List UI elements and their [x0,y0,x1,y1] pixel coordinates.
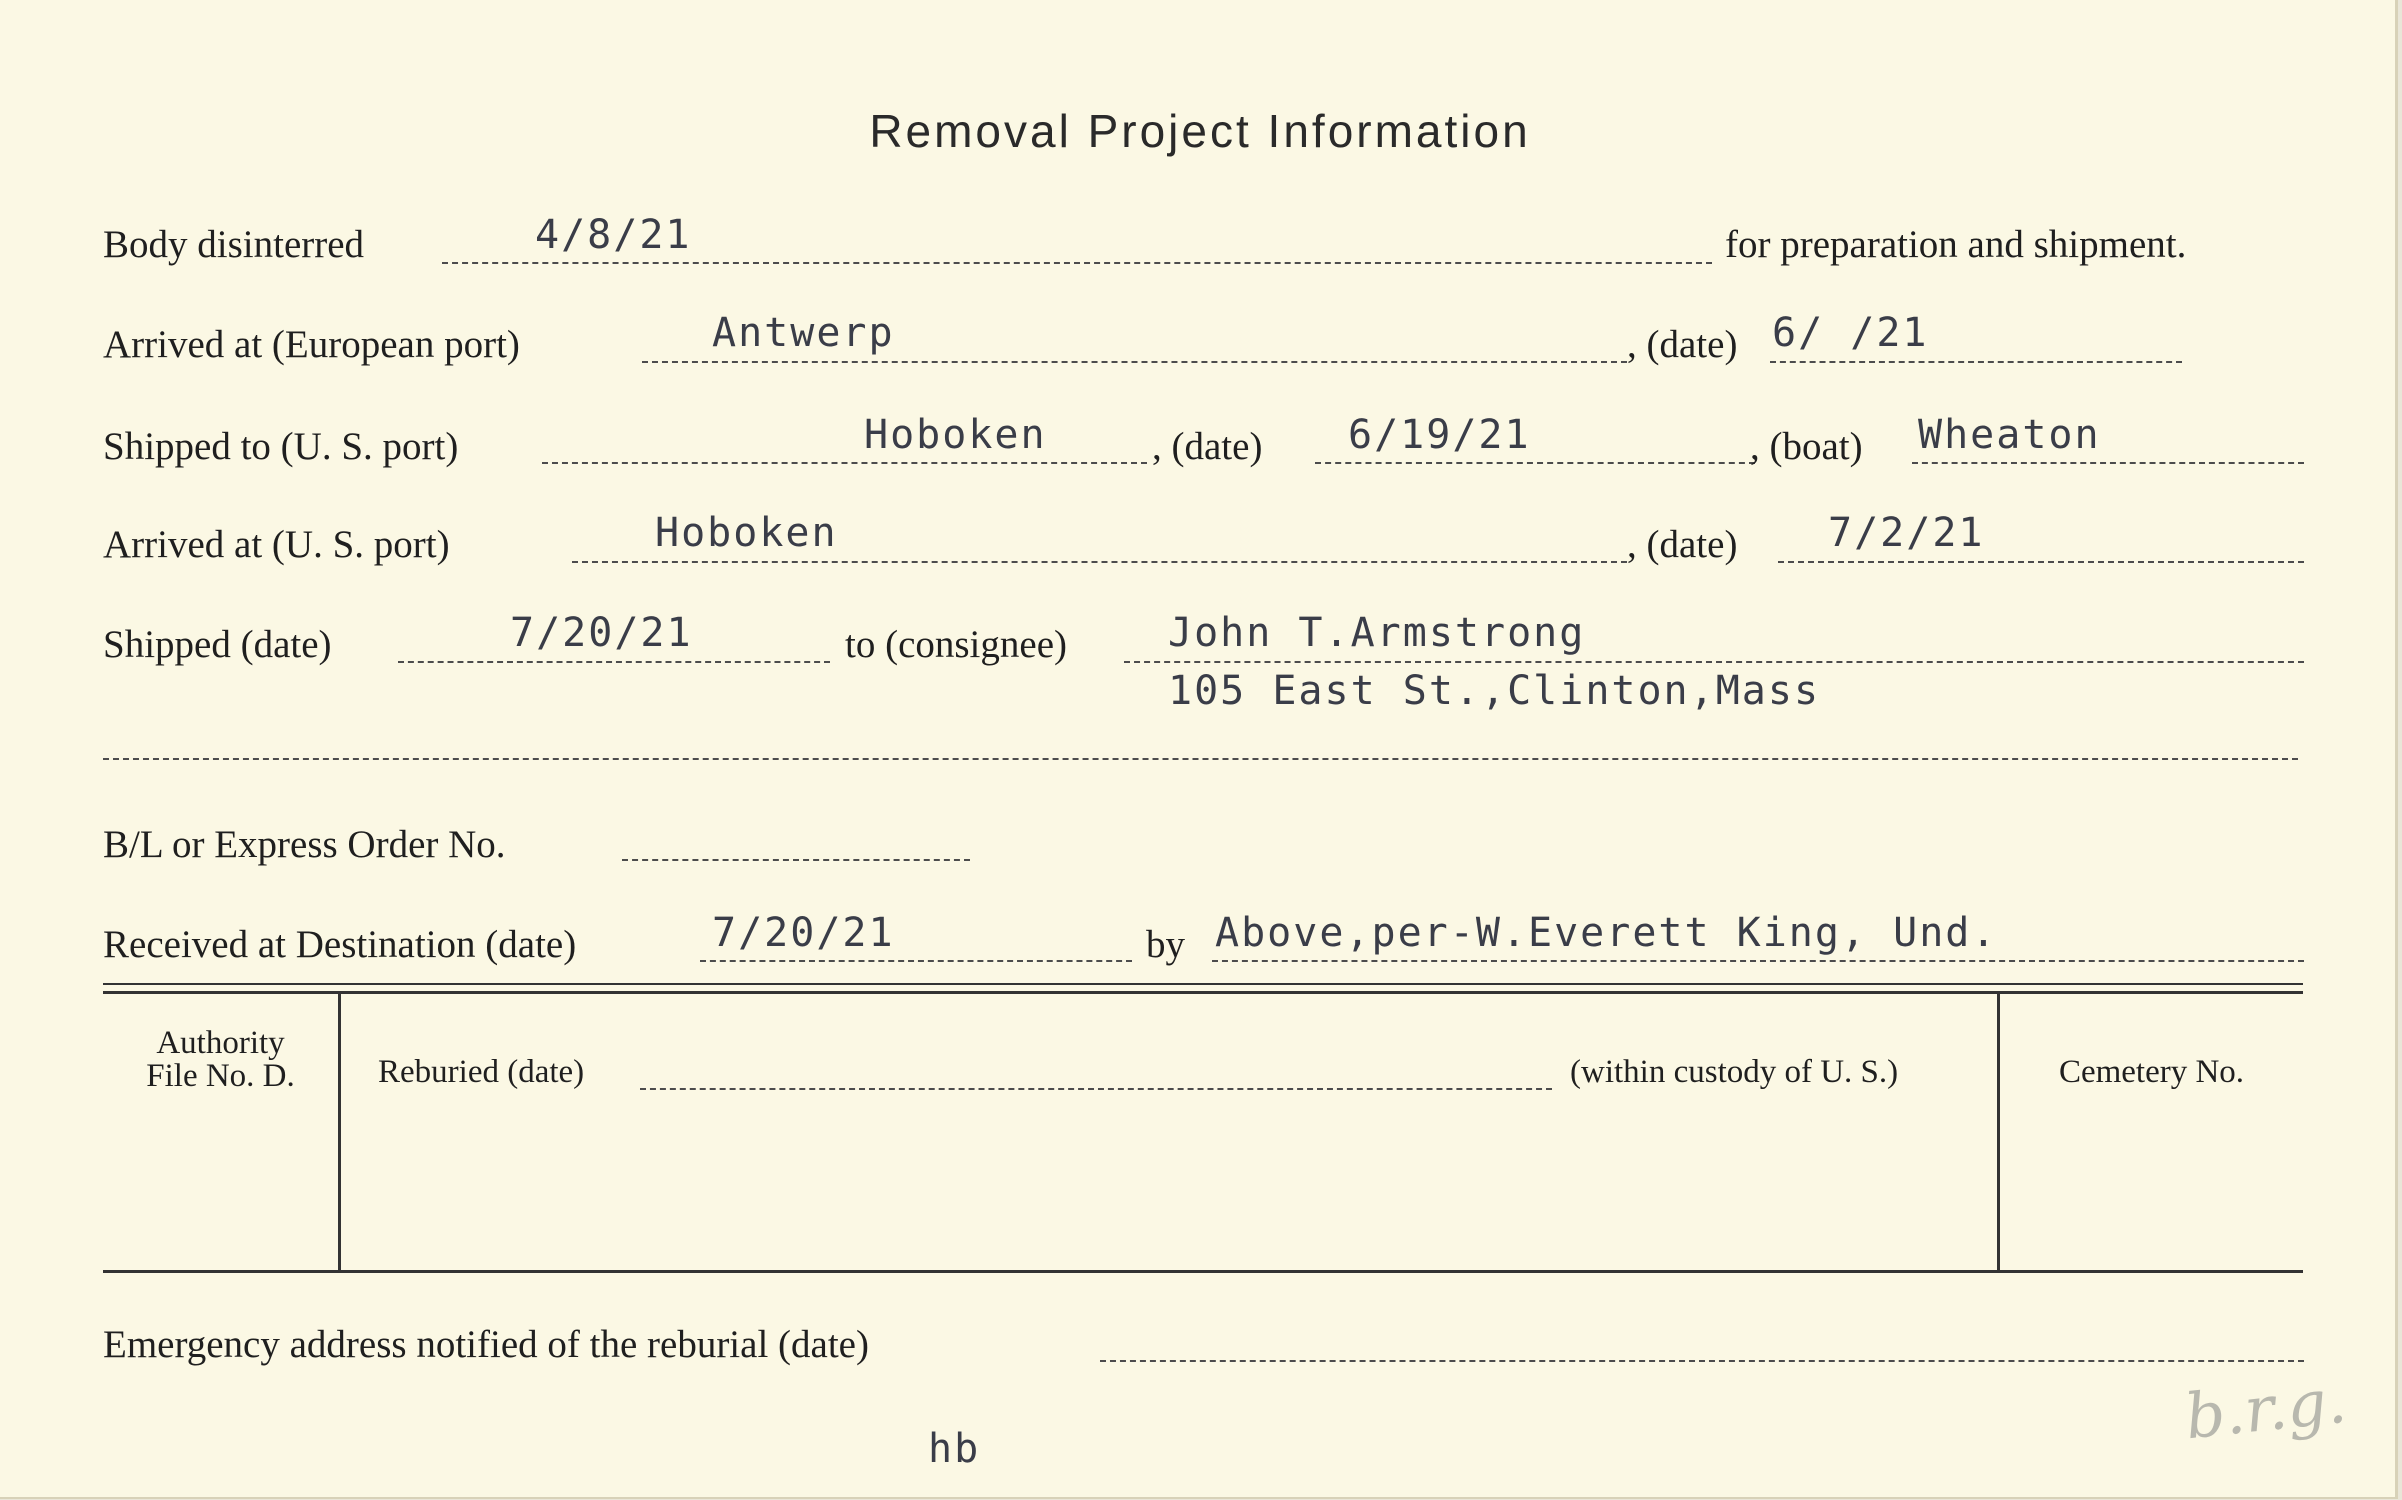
arrived-us-date-label: , (date) [1627,523,1738,566]
arrived-europe-date-label: , (date) [1627,323,1738,366]
bl-order-line [622,859,970,861]
arrived-europe-port: Antwerp [712,310,895,356]
body-disinterred-label: Body disinterred [103,223,365,266]
consignee-address: 105 East St.,Clinton,Mass [1168,668,1821,714]
received-by: Above,per-W.Everett King, Und. [1215,910,1998,956]
consignee-line [1124,661,2304,663]
received-label: Received at Destination (date) [103,923,577,966]
arrived-us-line [572,561,1627,563]
table-bottom-rule [103,1270,2303,1273]
shipped-us-line [542,462,1147,464]
table-divider-left [338,994,341,1270]
shipped-us-boat-label: , (boat) [1750,425,1863,468]
typist-initials: hb [928,1426,981,1472]
arrived-us-port: Hoboken [655,510,838,556]
shipped-date-line [398,661,830,663]
arrived-europe-label: Arrived at (European port) [103,323,520,366]
body-disinterred-suffix: for preparation and shipment. [1725,223,2187,266]
bl-order-label: B/L or Express Order No. [103,823,506,866]
received-by-label: by [1146,923,1185,966]
body-disinterred-value: 4/8/21 [535,212,692,258]
authority-label-line-1: Authority [156,1025,285,1061]
table-top-rule-2 [103,991,2303,994]
shipped-us-date: 6/19/21 [1348,412,1531,458]
arrived-us-label: Arrived at (U. S. port) [103,523,450,566]
shipped-us-boat: Wheaton [1918,412,2101,458]
form-title: Removal Project Information [869,105,1531,157]
custody-label: (within custody of U. S.) [1570,1054,1899,1090]
reburied-label: Reburied (date) [378,1054,585,1090]
received-date-line [700,960,1132,962]
consignee-label: to (consignee) [845,623,1068,666]
shipped-us-date-line [1315,462,1755,464]
arrived-us-date-line [1778,561,2304,563]
arrived-us-date: 7/2/21 [1828,510,1985,556]
authority-label-line-2: File No. D. [146,1058,295,1094]
pencil-annotation: b.r.g. [2181,1363,2350,1454]
table-divider-right [1997,994,2000,1270]
consignee-name: John T.Armstrong [1168,610,1586,656]
emergency-line [1100,1360,2304,1362]
arrived-europe-date-line [1770,361,2182,363]
reburied-line [640,1088,1552,1090]
shipped-us-boat-line [1912,462,2304,464]
cemetery-label: Cemetery No. [2058,1054,2245,1090]
consignee-continuation-line [103,758,2298,760]
emergency-label: Emergency address notified of the reburial (date) [103,1323,869,1366]
arrived-europe-date: 6/ /21 [1772,310,1929,356]
arrived-europe-line [642,361,1627,363]
shipped-date: 7/20/21 [510,610,693,656]
received-by-line [1212,960,2304,962]
body-disinterred-line [442,262,1712,264]
shipped-us-date-label: , (date) [1152,425,1263,468]
shipped-us-port: Hoboken [864,412,1047,458]
received-date: 7/20/21 [712,910,895,956]
shipped-date-label: Shipped (date) [103,623,332,666]
shipped-us-label: Shipped to (U. S. port) [103,425,459,468]
table-top-rule-1 [103,983,2303,985]
